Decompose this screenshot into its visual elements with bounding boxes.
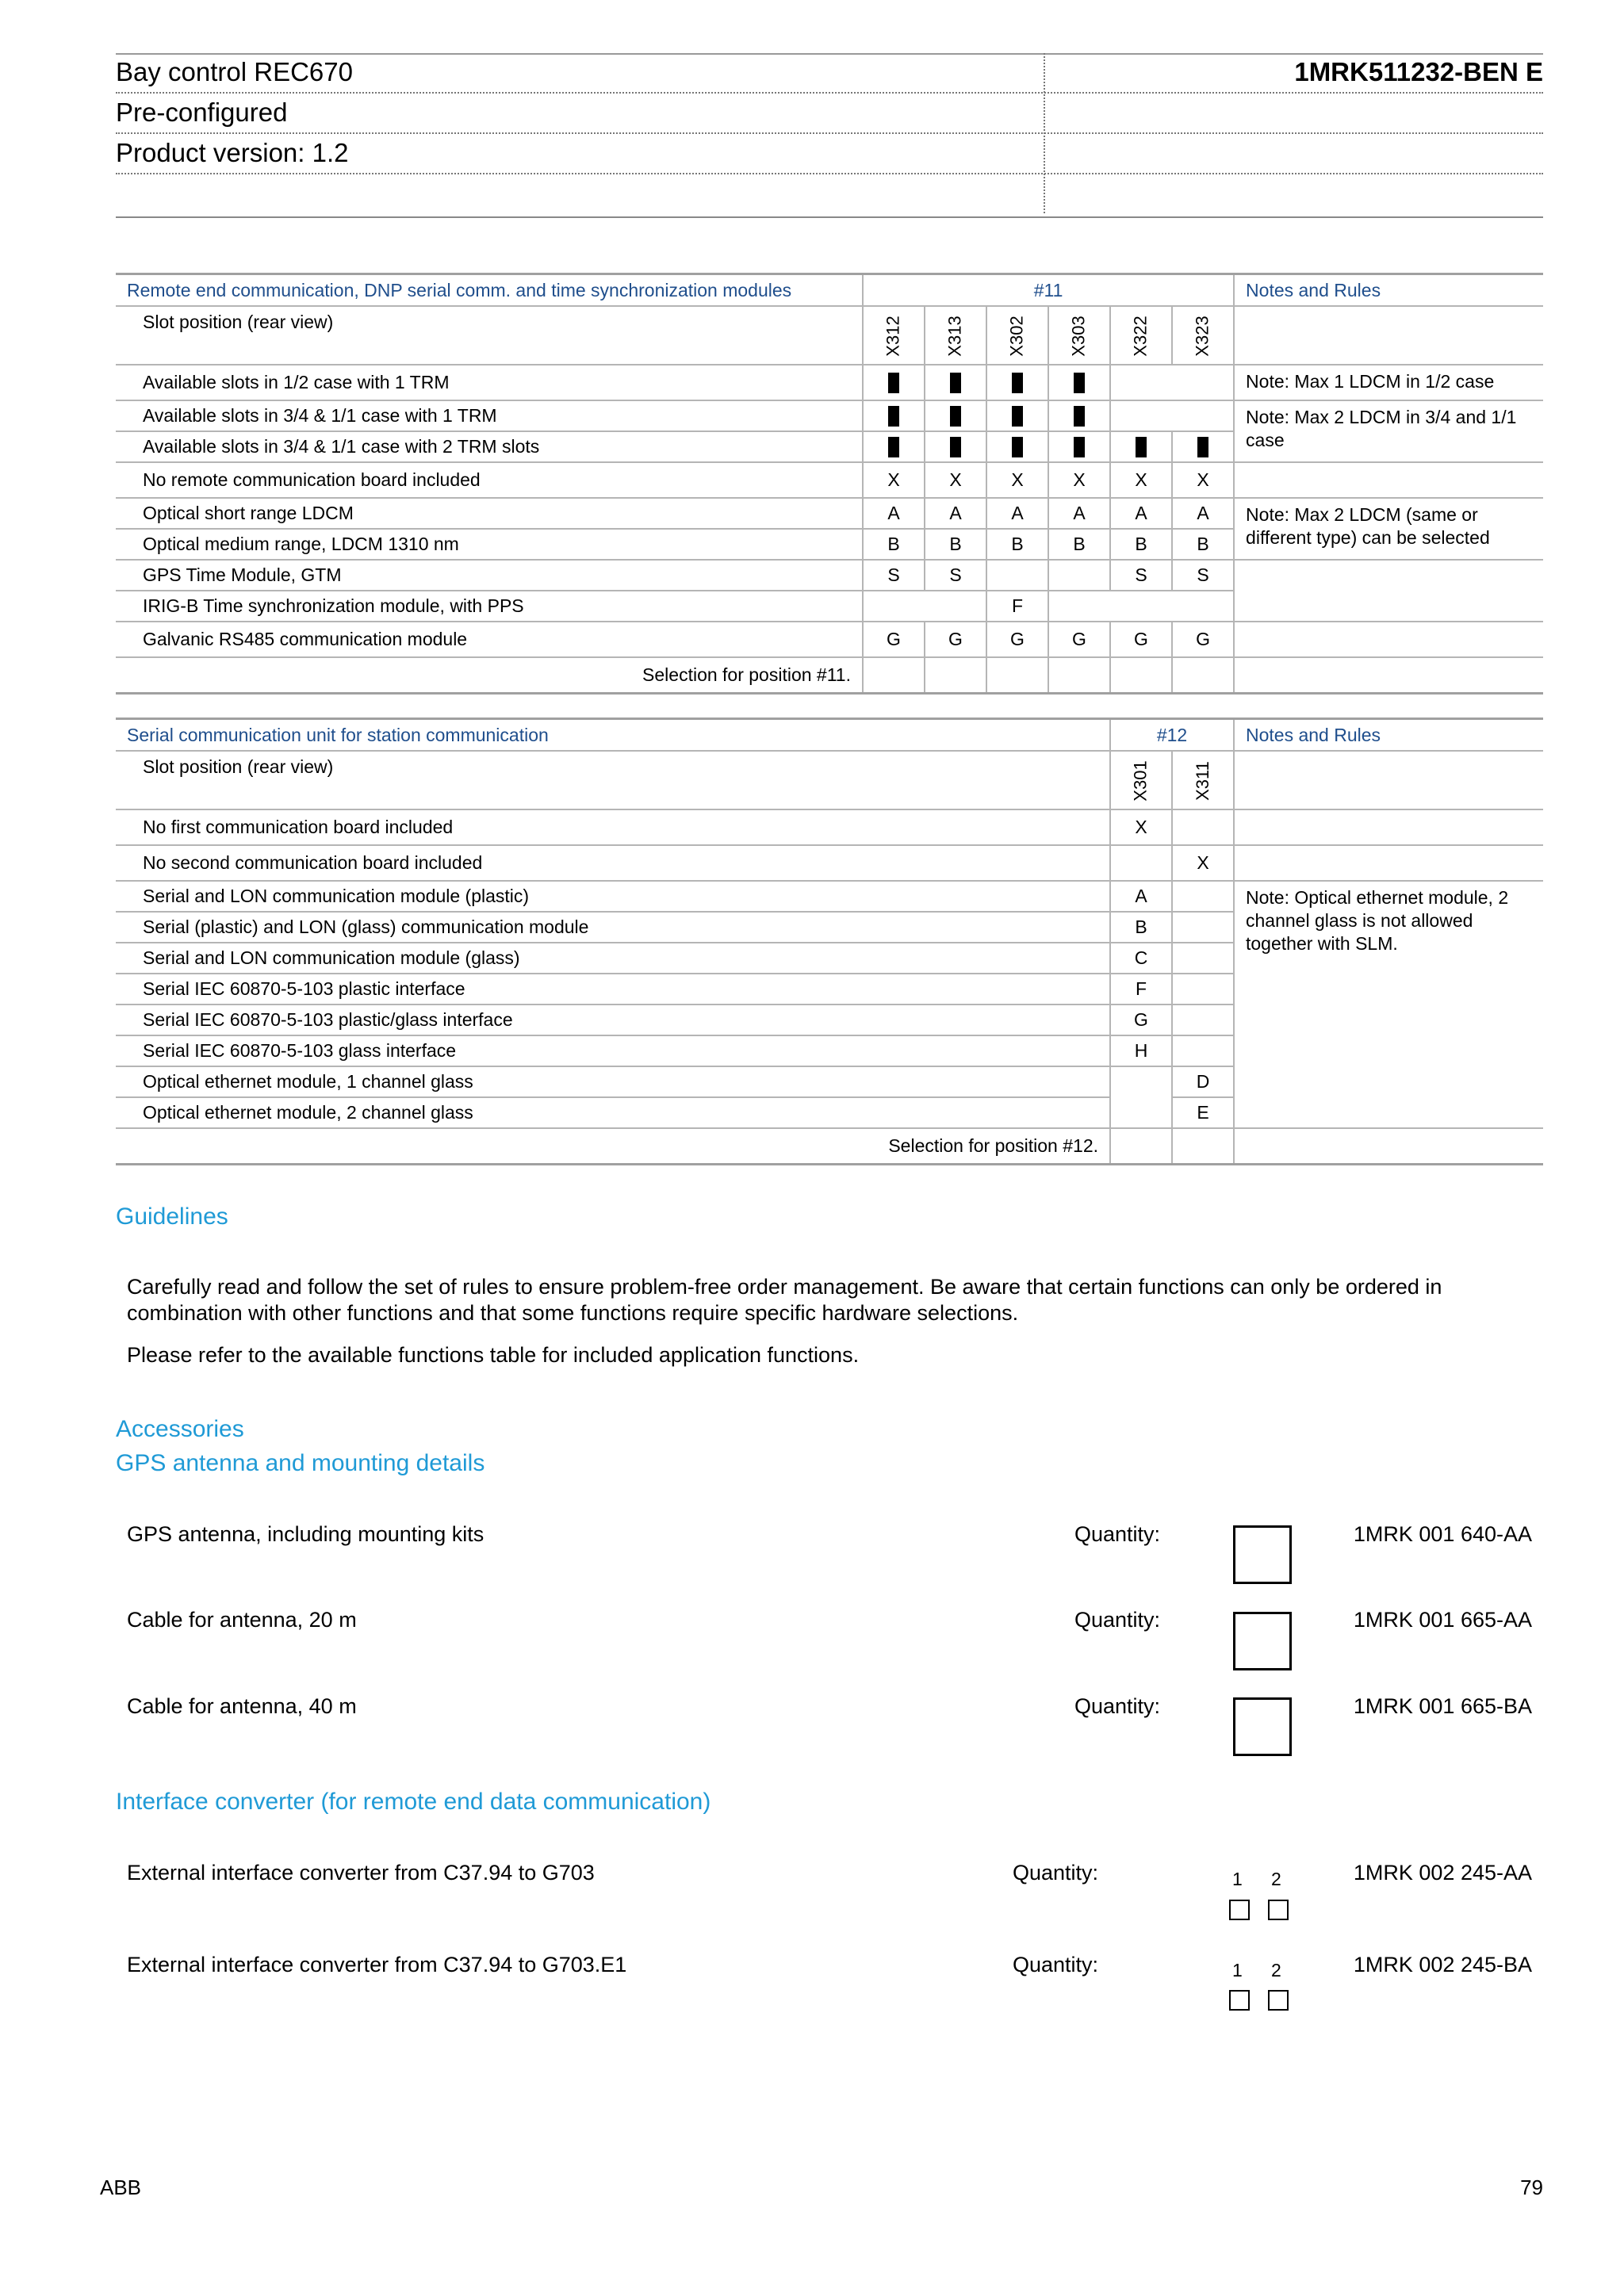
row-label: Optical short range LDCM	[116, 498, 863, 529]
table-row	[116, 400, 1543, 431]
gps-heading: GPS antenna and mounting details	[116, 1450, 485, 1476]
note: Note: Max 2 LDCM (same or different type) can be selected	[1234, 498, 1543, 560]
option-cell	[1110, 845, 1172, 881]
option-cell	[986, 365, 1048, 400]
available-slot-marker	[1074, 373, 1085, 393]
position-number: #11	[863, 274, 1234, 307]
converter-heading: Interface converter (for remote end data communication)	[116, 1789, 711, 1815]
option-cell: X	[1048, 462, 1110, 498]
slot-header: X302	[986, 306, 1048, 365]
header-row-1	[116, 53, 1543, 94]
row-label: No second communication board included	[116, 845, 1110, 881]
position-number: #12	[1110, 719, 1234, 752]
option-cell: G	[1048, 622, 1110, 657]
accessory-label: Cable for antenna, 40 m	[127, 1694, 357, 1718]
option-cell: C	[1110, 943, 1172, 974]
option-cell	[863, 431, 925, 462]
option-cell: A	[1048, 498, 1110, 529]
available-slot-marker	[950, 373, 961, 393]
doc-subtitle: Pre-configured	[116, 98, 288, 127]
row-label: Available slots in 1/2 case with 1 TRM	[116, 365, 863, 400]
selection-cell[interactable]	[1110, 1128, 1172, 1165]
option-cell	[1048, 560, 1110, 591]
option-cell: A	[863, 498, 925, 529]
option-cell	[1172, 943, 1234, 974]
selection-cell[interactable]	[1048, 657, 1110, 694]
option-number: 1	[1232, 1960, 1243, 1980]
guidelines-heading: Guidelines	[116, 1203, 228, 1230]
selection-row	[116, 657, 1543, 694]
table-row	[116, 809, 1543, 845]
option-cell	[1172, 431, 1234, 462]
option-cell: G	[925, 622, 986, 657]
row-label: Optical medium range, LDCM 1310 nm	[116, 529, 863, 560]
table-row	[116, 881, 1543, 912]
table-position-12	[116, 718, 1543, 1165]
selection-cell[interactable]	[863, 657, 925, 694]
option-cell	[925, 431, 986, 462]
option-cell	[1110, 1066, 1172, 1128]
option-cell: X	[1172, 462, 1234, 498]
available-slot-marker	[1012, 373, 1023, 393]
accessory-label: Cable for antenna, 20 m	[127, 1608, 357, 1632]
slot-header: X303	[1048, 306, 1110, 365]
quantity-label: Quantity:	[1013, 1953, 1099, 1976]
selection-row	[116, 1128, 1543, 1165]
order-code: 1MRK 001 665-AA	[1353, 1608, 1532, 1632]
row-label: IRIG-B Time synchronization module, with PPS	[116, 591, 863, 622]
quantity-checkbox[interactable]	[1268, 1990, 1289, 2011]
quantity-checkbox[interactable]	[1229, 1990, 1250, 2011]
option-cell: X	[1172, 845, 1234, 881]
table-row	[116, 622, 1543, 657]
table-header	[116, 274, 1543, 307]
available-slot-marker	[1074, 406, 1085, 427]
slot-row	[116, 306, 1543, 365]
quantity-box[interactable]	[1233, 1697, 1292, 1756]
guidelines-paragraph-2: Please refer to the available functions table for included application functions.	[127, 1343, 860, 1367]
option-cell: B	[1172, 529, 1234, 560]
option-cell	[1172, 1035, 1234, 1066]
selection-label: Selection for position #11.	[116, 657, 863, 694]
table-row	[116, 365, 1543, 400]
row-label: Serial IEC 60870-5-103 glass interface	[116, 1035, 1110, 1066]
option-cell: G	[863, 622, 925, 657]
table-row	[116, 560, 1543, 591]
option-cell: S	[863, 560, 925, 591]
slot-label: Slot position (rear view)	[116, 306, 863, 365]
slot-header: X322	[1110, 306, 1172, 365]
table-title: Remote end communication, DNP serial comm. and time synchronization modules	[116, 274, 863, 307]
quantity-label: Quantity:	[1074, 1694, 1161, 1718]
option-cell	[1172, 974, 1234, 1004]
table-row	[116, 462, 1543, 498]
option-cell: G	[1110, 622, 1172, 657]
option-cell	[1110, 365, 1234, 400]
option-cell	[1110, 400, 1234, 431]
available-slot-marker	[1012, 437, 1023, 457]
table-header	[116, 719, 1543, 752]
row-label: Available slots in 3/4 & 1/1 case with 1 TRM	[116, 400, 863, 431]
row-label: Serial and LON communication module (glass)	[116, 943, 1110, 974]
option-cell: G	[1110, 1004, 1172, 1035]
option-cell: X	[1110, 809, 1172, 845]
selection-cell[interactable]	[1172, 657, 1234, 694]
notes-header: Notes and Rules	[1234, 274, 1543, 307]
available-slot-marker	[1136, 437, 1147, 457]
option-cell	[1048, 365, 1110, 400]
row-label: Serial IEC 60870-5-103 plastic/glass interface	[116, 1004, 1110, 1035]
option-cell	[986, 431, 1048, 462]
option-cell	[1172, 912, 1234, 943]
row-label: GPS Time Module, GTM	[116, 560, 863, 591]
available-slot-marker	[1074, 437, 1085, 457]
option-cell	[1172, 809, 1234, 845]
option-cell	[863, 591, 986, 622]
accessory-label: GPS antenna, including mounting kits	[127, 1522, 485, 1546]
page-number: 79	[1520, 2175, 1543, 2199]
slot-label: Slot position (rear view)	[116, 751, 1110, 809]
row-label: No remote communication board included	[116, 462, 863, 498]
option-cell: G	[1172, 622, 1234, 657]
option-cell: A	[925, 498, 986, 529]
option-cell: B	[925, 529, 986, 560]
selection-cell[interactable]	[925, 657, 986, 694]
accessories-heading: Accessories	[116, 1416, 244, 1442]
option-cell	[1110, 431, 1172, 462]
option-cell: A	[1110, 498, 1172, 529]
doc-version: Product version: 1.2	[116, 138, 349, 167]
row-label: Serial IEC 60870-5-103 plastic interface	[116, 974, 1110, 1004]
row-label: Serial (plastic) and LON (glass) communication module	[116, 912, 1110, 943]
doc-number: 1MRK511232-BEN E	[1294, 57, 1543, 86]
option-cell: E	[1172, 1097, 1234, 1128]
header-bottom-rule	[116, 216, 1543, 218]
table-row	[116, 498, 1543, 529]
option-cell	[1172, 881, 1234, 912]
option-cell: F	[986, 591, 1048, 622]
available-slot-marker	[888, 373, 899, 393]
order-code: 1MRK 002 245-AA	[1353, 1861, 1532, 1885]
header-row-3	[116, 134, 1543, 174]
slot-header: X313	[925, 306, 986, 365]
accessory-label: External interface converter from C37.94 to G703.E1	[127, 1953, 627, 1976]
order-code: 1MRK 002 245-BA	[1353, 1953, 1532, 1976]
option-cell: A	[1172, 498, 1234, 529]
available-slot-marker	[950, 437, 961, 457]
note: Note: Max 1 LDCM in 1/2 case	[1234, 365, 1543, 400]
selection-cell[interactable]	[986, 657, 1048, 694]
slot-header: X323	[1172, 306, 1234, 365]
option-cell: S	[925, 560, 986, 591]
available-slot-marker	[888, 437, 899, 457]
slot-header: X311	[1172, 751, 1234, 809]
quantity-label: Quantity:	[1074, 1608, 1161, 1632]
option-cell	[863, 400, 925, 431]
option-cell: S	[1172, 560, 1234, 591]
option-number: 2	[1271, 1960, 1281, 1980]
selection-cell[interactable]	[1172, 1128, 1234, 1165]
selection-label: Selection for position #12.	[116, 1128, 1110, 1165]
option-number: 2	[1271, 1869, 1281, 1889]
slot-header: X301	[1110, 751, 1172, 809]
row-label: Galvanic RS485 communication module	[116, 622, 863, 657]
option-cell: B	[1048, 529, 1110, 560]
quantity-label: Quantity:	[1074, 1522, 1161, 1546]
option-cell: F	[1110, 974, 1172, 1004]
footer-brand: ABB	[100, 2175, 142, 2199]
row-label: Optical ethernet module, 2 channel glass	[116, 1097, 1110, 1128]
option-cell: A	[1110, 881, 1172, 912]
option-cell: B	[1110, 912, 1172, 943]
table-title: Serial communication unit for station communication	[116, 719, 1110, 752]
option-cell	[925, 365, 986, 400]
available-slot-marker	[1197, 437, 1208, 457]
row-label: No first communication board included	[116, 809, 1110, 845]
notes-header: Notes and Rules	[1234, 719, 1543, 752]
option-cell	[1172, 1004, 1234, 1035]
option-cell: H	[1110, 1035, 1172, 1066]
option-cell: X	[986, 462, 1048, 498]
option-cell: X	[1110, 462, 1172, 498]
slot-row	[116, 751, 1543, 809]
row-label: Available slots in 3/4 & 1/1 case with 2 TRM slots	[116, 431, 863, 462]
row-label: Optical ethernet module, 1 channel glass	[116, 1066, 1110, 1097]
available-slot-marker	[1012, 406, 1023, 427]
quantity-box[interactable]	[1233, 1525, 1292, 1584]
note: Note: Optical ethernet module, 2 channel glass is not allowed together with SLM.	[1234, 881, 1543, 1128]
guidelines-paragraph-1: Carefully read and follow the set of rules to ensure problem-free order management. Be aware that certain functions can only be ordered in combination with other functions and that some functions require specific hardware selections.	[127, 1275, 1442, 1325]
header-row-2	[116, 94, 1543, 134]
option-cell: B	[863, 529, 925, 560]
option-cell	[986, 560, 1048, 591]
option-cell: S	[1110, 560, 1172, 591]
note: Note: Max 2 LDCM in 3/4 and 1/1 case	[1234, 400, 1543, 462]
quantity-label: Quantity:	[1013, 1861, 1099, 1885]
option-cell: G	[986, 622, 1048, 657]
option-cell	[1048, 400, 1110, 431]
option-number: 1	[1232, 1869, 1243, 1889]
row-label: Serial and LON communication module (plastic)	[116, 881, 1110, 912]
doc-title: Bay control REC670	[116, 57, 353, 86]
slot-header: X312	[863, 306, 925, 365]
available-slot-marker	[950, 406, 961, 427]
option-cell	[863, 365, 925, 400]
order-code: 1MRK 001 665-BA	[1353, 1694, 1532, 1718]
option-cell: X	[863, 462, 925, 498]
order-code: 1MRK 001 640-AA	[1353, 1522, 1532, 1546]
quantity-box[interactable]	[1233, 1612, 1292, 1670]
accessory-label: External interface converter from C37.94 to G703	[127, 1861, 595, 1885]
selection-cell[interactable]	[1110, 657, 1172, 694]
option-cell: X	[925, 462, 986, 498]
option-cell	[1048, 591, 1234, 622]
option-cell: B	[986, 529, 1048, 560]
available-slot-marker	[888, 406, 899, 427]
option-cell	[1048, 431, 1110, 462]
quantity-checkbox[interactable]	[1229, 1900, 1250, 1920]
quantity-checkbox[interactable]	[1268, 1900, 1289, 1920]
table-row	[116, 845, 1543, 881]
option-cell	[986, 400, 1048, 431]
option-cell	[925, 400, 986, 431]
option-cell: D	[1172, 1066, 1234, 1097]
option-cell: B	[1110, 529, 1172, 560]
table-position-11	[116, 273, 1543, 695]
option-cell: A	[986, 498, 1048, 529]
